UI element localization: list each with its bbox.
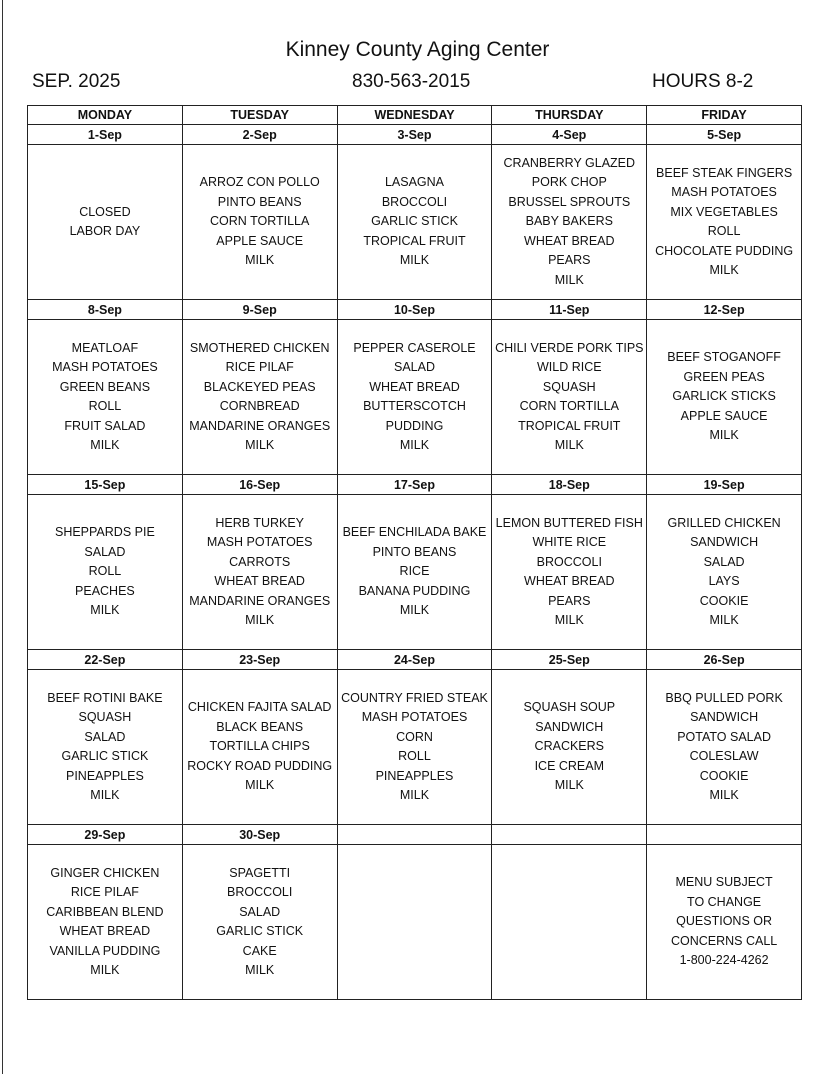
date-cell-thursday: 4-Sep [492,125,647,145]
day-header-row [28,106,802,125]
menu-item: MILK [245,253,275,268]
menu-item: SANDWICH [535,719,604,734]
menu-item: MILK [554,613,584,627]
meal-cell-wednesday [337,145,492,300]
page-edge-line [2,0,3,1074]
menu-item: PEARS [548,253,591,268]
menu-calendar [27,105,802,1000]
menu-item: MASH POTATOES [206,535,313,549]
menu-item: SQUASH SOUP [523,700,616,715]
date-cell-tuesday: 2-Sep [182,125,337,145]
menu-item: PINTO BEANS [217,194,302,209]
menu-item: CORNBREAD [219,399,300,413]
menu-item: VANILLA PUDDING [49,943,161,958]
menu-item: MILK [709,613,739,627]
date-row [28,650,802,670]
menu-item: CRANBERRY GLAZED [503,155,636,170]
date-row [28,475,802,495]
date-cell-monday: 15-Sep [28,475,183,495]
menu-item: BANANA PUDDING [358,583,471,598]
menu-item: BROCCOLI [227,885,293,899]
date-cell-monday: 29-Sep [28,825,183,845]
menu-item: 1-800-224-4262 [679,953,769,968]
menu-item: GREEN BEANS [59,379,151,394]
menu-item: MANDARINE ORANGES [189,593,331,608]
menu-item: LAYS [708,574,740,588]
menu-item: TORTILLA CHIPS [209,739,310,754]
date-cell-friday [647,825,802,845]
meal-cell-tuesday [182,670,337,825]
menu-item: MILK [554,778,584,793]
menu-item: BABY BAKERS [525,214,613,229]
meal-cell-tuesday [182,845,337,1000]
day-header-tuesday: TUESDAY [182,106,337,125]
menu-item: MILK [709,428,739,443]
menu-item: GRILLED CHICKEN [667,515,781,530]
menu-item: MILK [399,788,430,802]
menu-item: WHEAT BREAD [524,574,615,588]
menu-item: GINGER CHICKEN [50,865,160,880]
menu-item: CHOCOLATE PUDDING [655,243,794,258]
menu-item: ROLL [88,399,122,413]
menu-item: GREEN PEAS [683,369,765,384]
menu-item: ICE CREAM [534,758,605,773]
menu-item: MEATLOAF [71,340,139,355]
menu-item: TROPICAL FRUIT [363,233,466,248]
menu-item: LASAGNA [384,175,445,190]
menu-item: ARROZ CON POLLO [199,175,320,190]
meal-cell-thursday [492,670,647,825]
menu-item: MILK [245,963,275,977]
menu-item: CARROTS [229,554,291,569]
date-cell-friday: 12-Sep [647,300,802,320]
menu-item: QUESTIONS OR [676,914,773,929]
date-cell-monday: 22-Sep [28,650,183,670]
menu-item: MASH POTATOES [361,710,468,724]
menu-item: MILK [90,438,120,452]
date-cell-wednesday [337,825,492,845]
menu-item: PEPPER CASEROLE [353,340,476,355]
menu-item: ROLL [398,749,431,763]
menu-item: MILK [709,788,739,802]
menu-item: SHEPPARDS PIE [54,525,155,540]
meal-row [28,845,802,1000]
menu-item: CAKE [242,943,277,958]
date-cell-thursday: 18-Sep [492,475,647,495]
menu-item: COOKIE [699,768,749,783]
day-header-monday: MONDAY [28,106,183,125]
menu-item: MENU SUBJECT [675,875,773,890]
menu-item: RICE PILAF [70,885,139,899]
menu-item: MILK [90,788,120,802]
meal-cell-wednesday [337,320,492,475]
date-row [28,825,802,845]
menu-item: CARIBBEAN BLEND [46,904,164,919]
menu-item: TROPICAL FRUIT [518,418,621,433]
menu-item: LEMON BUTTERED FISH [495,515,643,530]
menu-item: CORN [396,729,433,744]
meal-cell-thursday [492,320,647,475]
menu-item: SALAD [84,544,126,559]
date-cell-thursday: 11-Sep [492,300,647,320]
menu-item: BROCCOLI [536,554,602,569]
menu-item: COUNTRY FRIED STEAK [341,690,488,705]
date-cell-tuesday: 16-Sep [182,475,337,495]
meal-cell-monday [28,145,183,300]
menu-item: SQUASH [542,379,596,394]
menu-item: COLESLAW [689,749,759,763]
menu-item: MILK [709,263,739,277]
date-cell-thursday: 25-Sep [492,650,647,670]
menu-item: SALAD [84,729,126,744]
date-cell-wednesday: 10-Sep [337,300,492,320]
meal-cell-friday [647,320,802,475]
menu-item: MILK [399,603,430,618]
menu-item: PEACHES [75,583,135,598]
date-cell-friday: 5-Sep [647,125,802,145]
menu-item: MIX VEGETABLES [670,204,778,219]
menu-item: BBQ PULLED PORK [665,690,783,705]
menu-item: TO CHANGE [687,894,762,909]
menu-item: MASH POTATOES [52,360,158,374]
phone-number: 830-563-2015 [352,71,471,92]
meal-row [28,145,802,300]
menu-item: BUTTERSCOTCH [363,399,466,413]
menu-item: MILK [90,603,120,618]
menu-item: CORN TORTILLA [210,214,310,229]
meal-cell-friday [647,845,802,1000]
menu-item: BEEF ROTINI BAKE [47,690,163,705]
meal-cell-monday [28,845,183,1000]
menu-item: SALAD [393,360,435,374]
menu-item: PEARS [548,593,591,608]
day-header-friday: FRIDAY [647,106,802,125]
menu-item: WHEAT BREAD [59,924,151,938]
meal-cell-tuesday [182,320,337,475]
month-label: SEP. 2025 [32,71,121,92]
menu-item: GARLICK STICKS [672,389,776,404]
meal-cell-friday [647,495,802,650]
menu-item: MILK [245,438,275,452]
menu-item: BROCCOLI [381,194,448,209]
menu-item: BEEF STEAK FINGERS [656,165,793,180]
menu-item: PORK CHOP [531,175,607,190]
date-cell-tuesday: 9-Sep [182,300,337,320]
menu-item: SANDWICH [690,710,759,724]
meal-row [28,495,802,650]
meal-cell-friday [647,145,802,300]
menu-item: MASH POTATOES [671,185,777,199]
menu-item: CRACKERS [534,739,605,754]
menu-item: WHEAT BREAD [214,574,305,588]
menu-item: LABOR DAY [69,224,141,238]
menu-item: ROCKY ROAD PUDDING [187,758,333,773]
menu-item: FRUIT SALAD [64,418,146,433]
menu-item: ROLL [707,224,741,238]
meal-cell-monday [28,670,183,825]
date-cell-monday: 8-Sep [28,300,183,320]
meal-cell-friday [647,670,802,825]
menu-item: CHILI VERDE PORK TIPS [495,340,644,355]
menu-item: PINEAPPLES [375,768,454,783]
menu-item: HERB TURKEY [215,515,305,530]
date-cell-friday: 26-Sep [647,650,802,670]
date-row [28,125,802,145]
menu-item: BLACKEYED PEAS [203,379,316,394]
menu-item: CHICKEN FAJITA SALAD [187,700,332,715]
meal-cell-wednesday [337,495,492,650]
meal-cell-wednesday [337,670,492,825]
date-cell-tuesday: 23-Sep [182,650,337,670]
menu-item: SQUASH [78,710,132,724]
menu-item: MILK [399,253,430,268]
menu-item: ROLL [88,564,122,579]
menu-item: BEEF ENCHILADA BAKE [342,525,487,540]
menu-item: MANDARINE ORANGES [189,418,331,433]
menu-item: MILK [90,963,120,977]
menu-item: BLACK BEANS [216,719,304,734]
menu-item: PUDDING [385,418,444,433]
menu-item: CLOSED [79,204,131,219]
meal-cell-thursday [492,845,647,1000]
menu-item: MILK [245,778,275,793]
menu-item: CORN TORTILLA [519,399,619,413]
meal-row [28,320,802,475]
menu-item: WHEAT BREAD [369,379,460,394]
menu-item: MILK [399,438,430,452]
meal-cell-monday [28,495,183,650]
menu-item: GARLIC STICK [61,749,149,763]
date-cell-wednesday: 3-Sep [337,125,492,145]
menu-item: POTATO SALAD [677,729,771,744]
menu-item: CONCERNS CALL [670,933,778,948]
menu-item: GARLIC STICK [371,214,458,229]
menu-item: APPLE SAUCE [680,408,768,423]
meal-cell-tuesday [182,145,337,300]
menu-item: SANDWICH [690,535,759,549]
page-title: Kinney County Aging Center [285,38,550,61]
date-cell-wednesday: 17-Sep [337,475,492,495]
menu-item: WHEAT BREAD [524,233,615,248]
day-header-thursday: THURSDAY [492,106,647,125]
date-cell-wednesday: 24-Sep [337,650,492,670]
menu-item: WILD RICE [536,360,602,374]
menu-item: APPLE SAUCE [216,233,304,248]
meal-cell-thursday [492,145,647,300]
date-cell-thursday [492,825,647,845]
menu-item: PINTO BEANS [372,544,457,559]
date-row [28,300,802,320]
menu-item: PINEAPPLES [65,768,144,783]
menu-item: BEEF STOGANOFF [667,350,781,365]
day-header-wednesday: WEDNESDAY [337,106,492,125]
date-cell-tuesday: 30-Sep [182,825,337,845]
menu-item: SMOTHERED CHICKEN [189,340,330,355]
meal-row [28,670,802,825]
date-cell-friday: 19-Sep [647,475,802,495]
menu-item: MILK [554,272,584,287]
menu-item: SALAD [239,904,281,919]
menu-item: SALAD [703,554,745,569]
date-cell-monday: 1-Sep [28,125,183,145]
menu-item: RICE PILAF [225,360,294,374]
menu-item: WHITE RICE [532,535,607,549]
meal-cell-thursday [492,495,647,650]
menu-item: BRUSSEL SPROUTS [508,194,631,209]
hours-label: HOURS 8-2 [652,71,754,92]
menu-item: SPAGETTI [229,865,291,880]
menu-item: MILK [245,613,275,627]
menu-item: GARLIC STICK [216,924,304,938]
meal-cell-monday [28,320,183,475]
meal-cell-wednesday [337,845,492,1000]
menu-item: RICE [399,564,430,579]
meal-cell-tuesday [182,495,337,650]
menu-item: COOKIE [699,593,749,608]
menu-item: MILK [554,438,584,452]
